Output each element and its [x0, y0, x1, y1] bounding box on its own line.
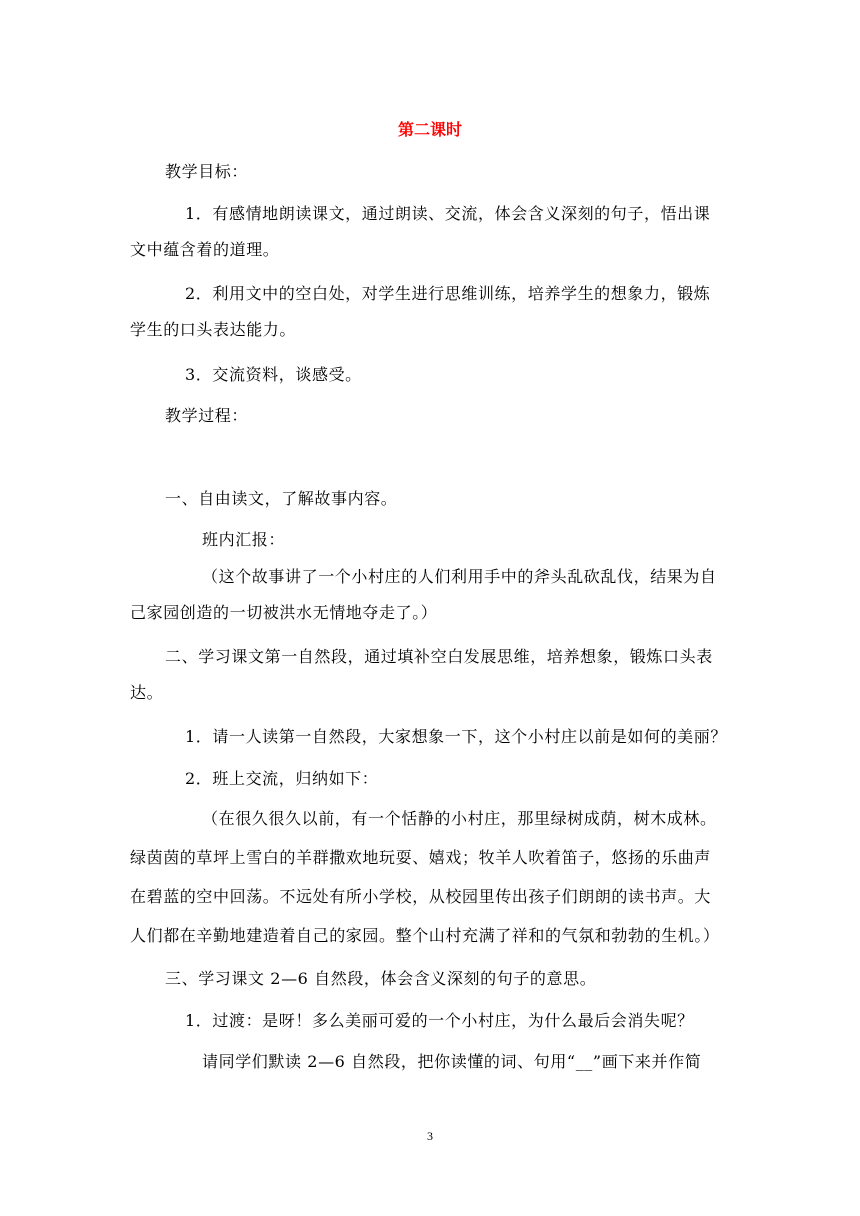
lesson-title: 第二课时 — [397, 120, 462, 139]
teaching-process-heading: 教学过程： — [165, 406, 249, 425]
page-number: 3 — [427, 1129, 433, 1143]
section-2-heading-line-2: 达。 — [130, 683, 164, 702]
goal-2-line-1: 2．利用文中的空白处，对学生进行思维训练，培养学生的想象力，锻炼 — [185, 284, 711, 303]
report-line-2: 己家园创造的一切被洪水无情地夺走了。） — [130, 603, 438, 622]
section-2-item-1: 1．请一人读第一自然段，大家想象一下，这个小村庄以前是如何的美丽？ — [185, 727, 727, 746]
section-2-item-2: 2．班上交流，归纳如下： — [185, 769, 379, 788]
section-3-heading: 三、学习课文 2—6 自然段，体会含义深刻的句子的意思。 — [165, 969, 597, 988]
goal-3: 3．交流资料，谈感受。 — [185, 365, 362, 384]
goal-2-line-2: 学生的口头表达能力。 — [130, 320, 297, 339]
report-line-1: （这个故事讲了一个小村庄的人们利用手中的斧头乱砍乱伐，结果为自 — [202, 567, 717, 586]
section-3-item-1: 1．过渡：是呀！多么美丽可爱的一个小村庄，为什么最后会消失呢？ — [185, 1011, 694, 1030]
class-report-label: 班内汇报： — [202, 530, 286, 549]
summary-line-2: 绿茵茵的草坪上雪白的羊群撒欢地玩耍、嬉戏；牧羊人吹着笛子，悠扬的乐曲声 — [130, 848, 712, 867]
summary-line-4: 人们都在辛勤地建造着自己的家园。整个山村充满了祥和的气氛和勃勃的生机。） — [130, 926, 720, 945]
summary-line-3: 在碧蓝的空中回荡。不远处有所小学校，从校园里传出孩子们朗朗的读书声。大 — [130, 887, 712, 906]
teaching-goals-heading: 教学目标： — [165, 162, 249, 181]
goal-1-line-1: 1．有感情地朗读课文，通过朗读、交流，体会含义深刻的句子，悟出课 — [185, 204, 711, 223]
section-3-instruction: 请同学们默读 2—6 自然段，把你读懂的词、句用“__”画下来并作简 — [202, 1052, 702, 1071]
summary-line-1: （在很久很久以前，有一个恬静的小村庄，那里绿树成荫，树木成林。 — [202, 809, 717, 828]
section-2-heading-line-1: 二、学习课文第一自然段，通过填补空白发展思维，培养想象，锻炼口头表 — [165, 647, 713, 666]
section-1-heading: 一、自由读文，了解故事内容。 — [165, 489, 398, 508]
goal-1-line-2: 文中蕴含着的道理。 — [130, 240, 280, 259]
